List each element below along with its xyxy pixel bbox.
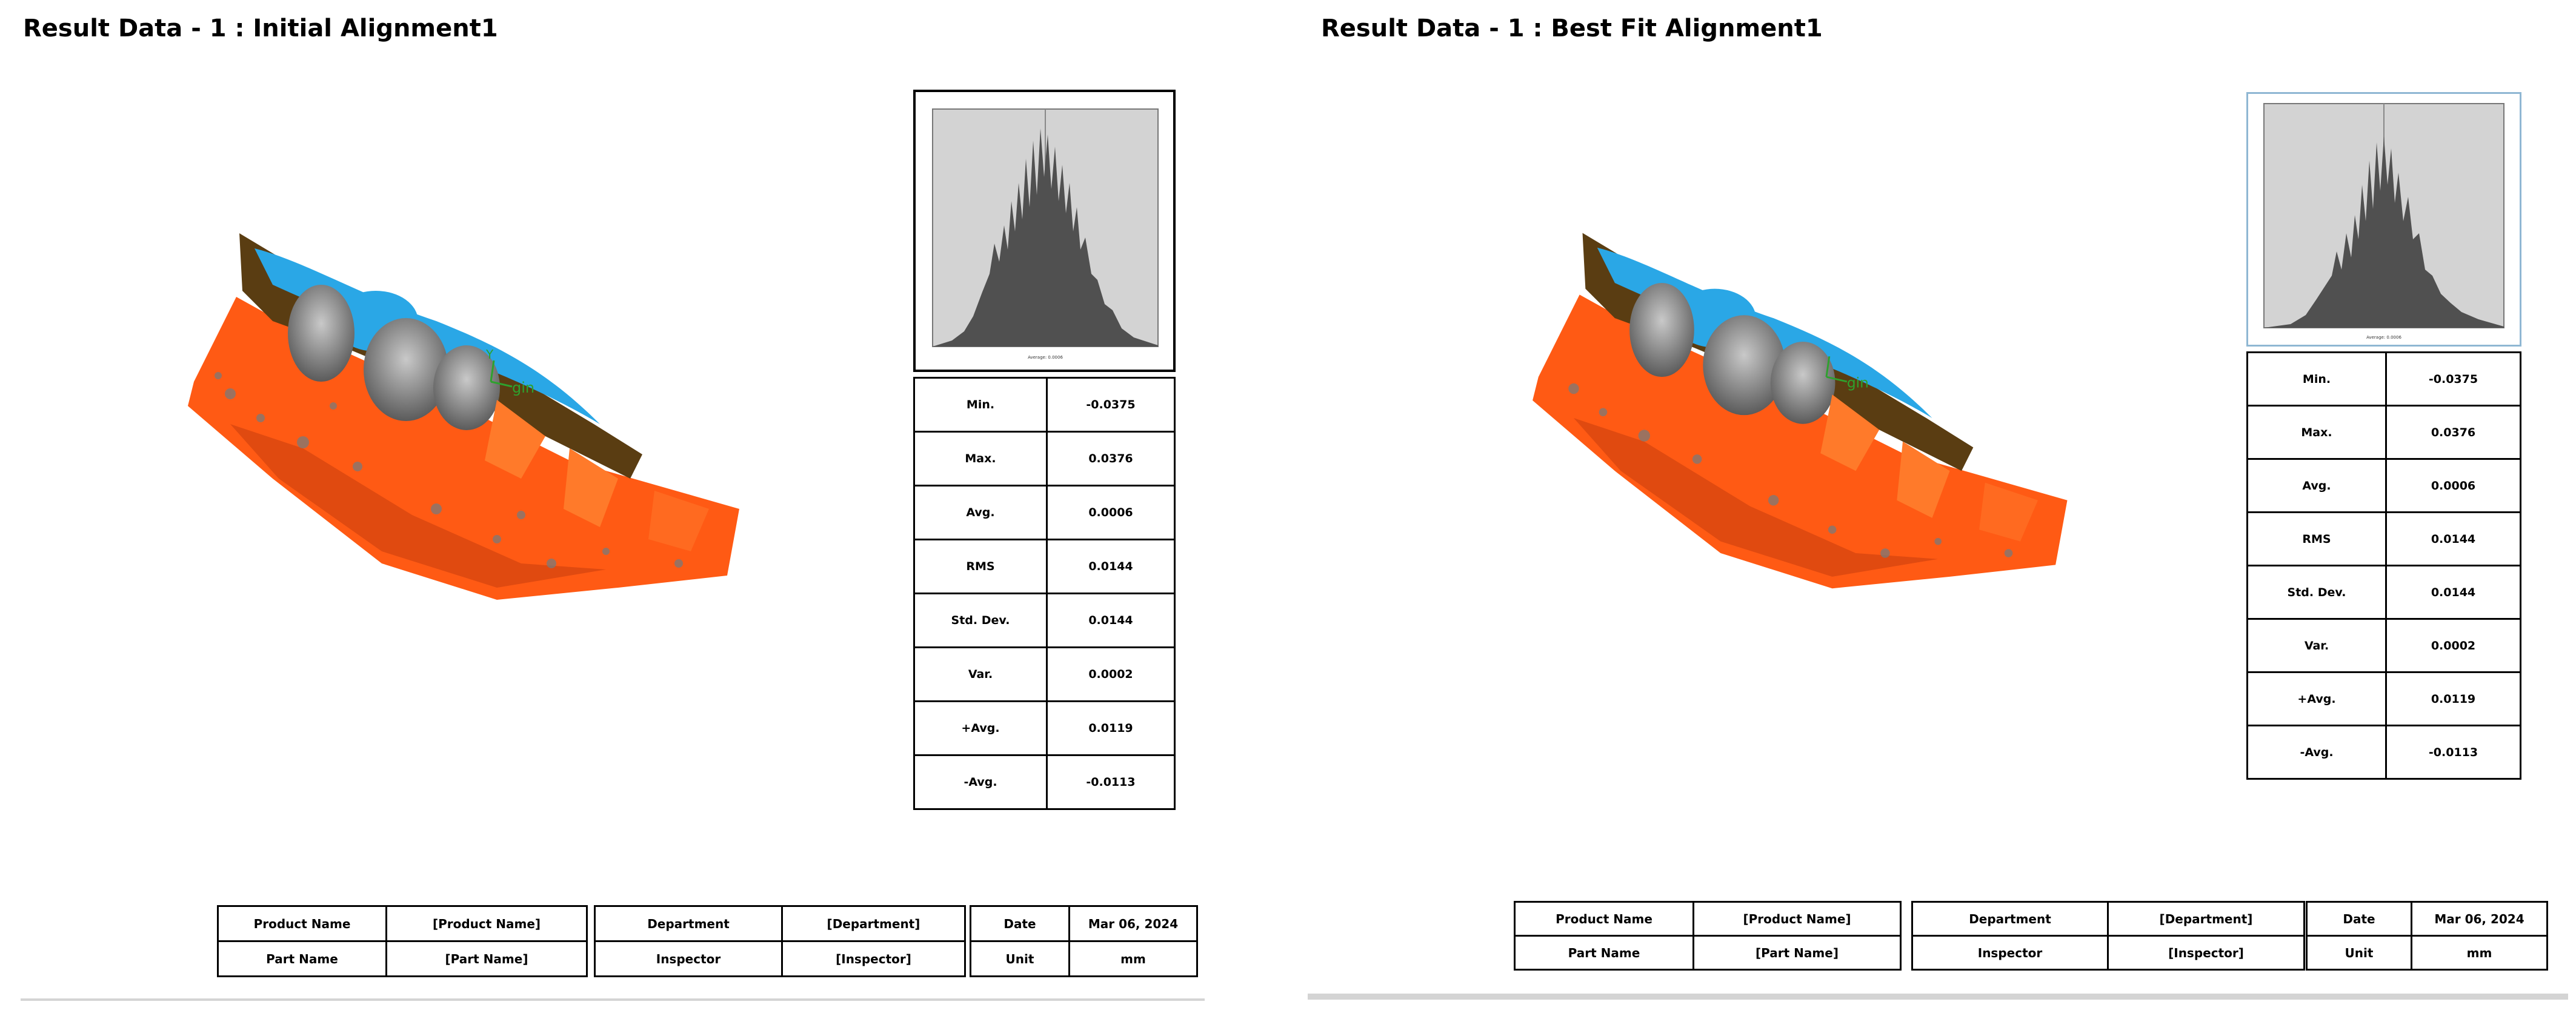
info-table-product — [217, 905, 588, 977]
stat-value: 0.0006 — [2386, 459, 2521, 513]
department-value: [Department] — [2108, 902, 2305, 936]
department-label: Department — [1912, 902, 2108, 936]
info-table-date — [2306, 901, 2548, 971]
table-row — [914, 432, 1175, 486]
stat-label: Max. — [914, 432, 1047, 486]
info-table-date — [970, 905, 1198, 977]
report-panel-initial — [0, 0, 1242, 1016]
statistics-table — [2246, 351, 2521, 780]
stat-value: 0.0002 — [1047, 648, 1175, 702]
date-value: Mar 06, 2024 — [1070, 906, 1197, 941]
stat-value: 0.0376 — [2386, 406, 2521, 459]
table-row — [2248, 353, 2521, 406]
stat-label: RMS — [914, 540, 1047, 594]
table-row — [2248, 672, 2521, 726]
stat-label: Var. — [2248, 619, 2386, 672]
table-row — [914, 648, 1175, 702]
table-row — [2248, 513, 2521, 566]
stat-value: -0.0375 — [2386, 353, 2521, 406]
stat-label: +Avg. — [2248, 672, 2386, 726]
stat-value: 0.0144 — [1047, 540, 1175, 594]
stat-label: Min. — [2248, 353, 2386, 406]
deviation-histogram-icon — [2246, 92, 2521, 347]
product-name-label: Product Name — [1515, 902, 1694, 936]
svg-text:Y: Y — [486, 347, 494, 362]
stat-label: Max. — [2248, 406, 2386, 459]
product-name-value: [Product Name] — [387, 906, 587, 941]
table-row — [914, 594, 1175, 648]
table-row — [2248, 726, 2521, 779]
unit-label: Unit — [971, 941, 1070, 977]
stat-value: 0.0376 — [1047, 432, 1175, 486]
stat-label: Std. Dev. — [2248, 566, 2386, 619]
table-row — [2248, 619, 2521, 672]
info-table-department — [1911, 901, 2305, 971]
date-label: Date — [971, 906, 1070, 941]
inspector-label: Inspector — [595, 941, 782, 977]
stat-value: 0.0144 — [1047, 594, 1175, 648]
stat-label: -Avg. — [914, 755, 1047, 809]
stat-label: -Avg. — [2248, 726, 2386, 779]
svg-text:gin: gin — [1846, 374, 1869, 391]
statistics-table — [913, 377, 1176, 810]
stat-value: -0.0375 — [1047, 378, 1175, 432]
stat-value: 0.0144 — [2386, 566, 2521, 619]
stat-label: Avg. — [2248, 459, 2386, 513]
part-name-value: [Part Name] — [1694, 936, 1901, 970]
product-name-value: [Product Name] — [1694, 902, 1901, 936]
svg-text:Average: 0.0006: Average: 0.0006 — [1028, 355, 1063, 360]
stat-label: Avg. — [914, 486, 1047, 540]
part-name-label: Part Name — [1515, 936, 1694, 970]
table-row — [914, 378, 1175, 432]
footer-divider — [21, 998, 1205, 1001]
stat-label: +Avg. — [914, 702, 1047, 755]
report-panel-best-fit — [1303, 0, 2576, 1016]
stat-label: RMS — [2248, 513, 2386, 566]
unit-value: mm — [2412, 936, 2548, 970]
stat-value: 0.0119 — [1047, 702, 1175, 755]
info-table-department — [594, 905, 966, 977]
table-row — [2248, 566, 2521, 619]
part-name-value: [Part Name] — [387, 941, 587, 977]
stat-value: 0.0144 — [2386, 513, 2521, 566]
table-row — [914, 486, 1175, 540]
department-label: Department — [595, 906, 782, 941]
stat-label: Std. Dev. — [914, 594, 1047, 648]
footer-divider — [1308, 994, 2568, 1000]
stat-value: 0.0119 — [2386, 672, 2521, 726]
stat-label: Min. — [914, 378, 1047, 432]
stat-value: -0.0113 — [1047, 755, 1175, 809]
table-row — [2248, 459, 2521, 513]
date-value: Mar 06, 2024 — [2412, 902, 2548, 936]
table-row — [2248, 406, 2521, 459]
part-name-label: Part Name — [218, 941, 387, 977]
dental-scan-model-icon — [182, 224, 757, 624]
table-row — [914, 755, 1175, 809]
department-value: [Department] — [782, 906, 965, 941]
inspector-value: [Inspector] — [2108, 936, 2305, 970]
page-title: Result Data - 1 : Best Fit Alignment1 — [1321, 15, 1823, 42]
table-row — [914, 540, 1175, 594]
page-title: Result Data - 1 : Initial Alignment1 — [23, 15, 498, 42]
table-row — [914, 702, 1175, 755]
stat-value: 0.0002 — [2386, 619, 2521, 672]
info-table-product — [1514, 901, 1902, 971]
unit-label: Unit — [2307, 936, 2412, 970]
product-name-label: Product Name — [218, 906, 387, 941]
stat-value: -0.0113 — [2386, 726, 2521, 779]
stat-label: Var. — [914, 648, 1047, 702]
stat-value: 0.0006 — [1047, 486, 1175, 540]
unit-value: mm — [1070, 941, 1197, 977]
date-label: Date — [2307, 902, 2412, 936]
svg-text:gin: gin — [512, 379, 535, 396]
svg-text:Average: 0.0006: Average: 0.0006 — [2366, 335, 2401, 340]
inspector-value: [Inspector] — [782, 941, 965, 977]
deviation-histogram-icon — [913, 90, 1176, 372]
dental-scan-model-icon — [1503, 224, 2109, 612]
inspector-label: Inspector — [1912, 936, 2108, 970]
